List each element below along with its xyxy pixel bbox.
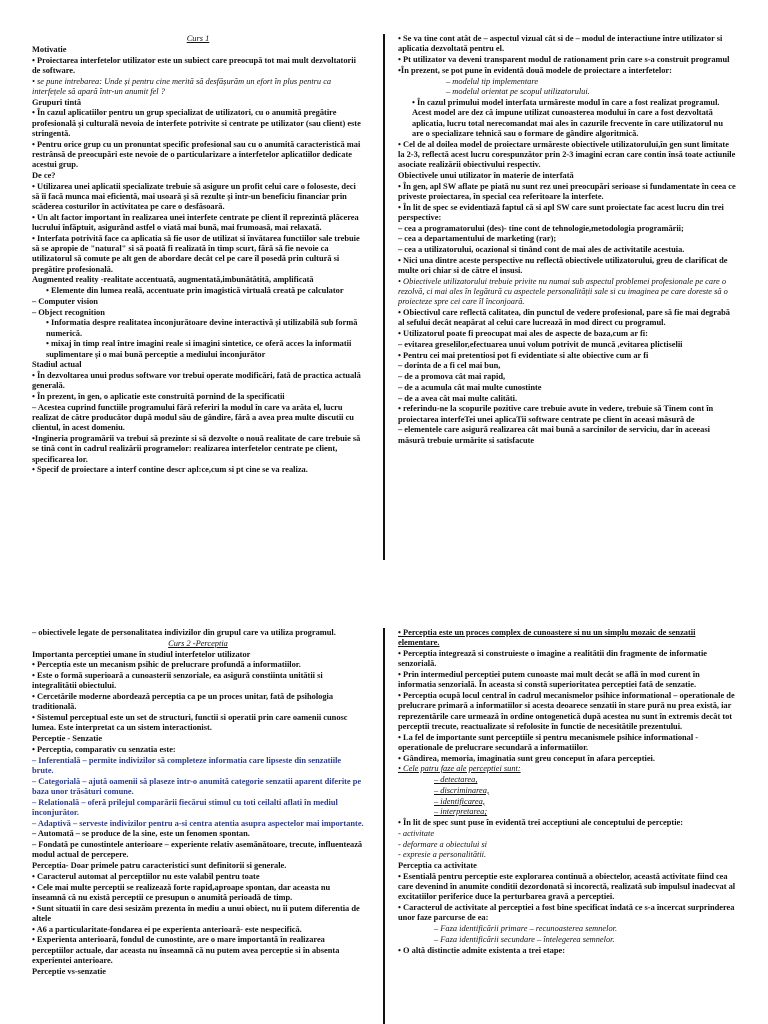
text-line: • Esentială pentru perceptie este explorarea continuă a obiectelor, această activitate fiind cea care devenind în anumite conditii dezordonată si incorectă, realizată sub impulsul inadecvat al excitatiilor periferice duce la perturbarea gravă a perceptiei. xyxy=(398,871,736,902)
text-line: • Pt utilizator va deveni transparent modul de rationament prin care s-a construit programul xyxy=(398,55,730,64)
text-line: • Nici una dintre aceste perspective nu reflectă obiectivele utilizatorului, greu de clarificat de multe ori chiar si de către el insusi. xyxy=(398,255,728,275)
text-line: • Un alt factor important în realizarea unei interfete centrate pe client îl reprezintă plăcerea lucrului înfăptuit, asigurând astfel o viată mai bună, mai frumoasă, mai relaxată. xyxy=(32,212,359,232)
text-line: – dorinta de a fi cel mai bun, xyxy=(398,361,501,371)
text-line: – discriminarea, xyxy=(434,785,490,795)
text-line: • Caracterul de activitate al perceptiei a fost bine specificat îndată ce s-a încercat surprinderea unor faze parcurse de ea: xyxy=(398,903,735,923)
text-line: • Pentru orice grup cu un pronuntat specific profesional sau cu o anumită caracteristică mai restrânsă de preocupări este nevoie de o particularizare a interfetelor aplicatiilor dedicate acestui grup. xyxy=(32,139,361,169)
text-line: • În cazul aplicatiilor pentru un grup specializat de utilizatori, cu o anumită pregătire profesională și culturală nevoia de interfete potrivite si centrate pe utilizator (sau client) este stringentă. xyxy=(32,108,361,138)
text-line: • Perceptia integrează si construieste o imagine a realitătii din fragmente de informatie senzorială. xyxy=(398,649,708,669)
text-line: • referindu-ne la scopurile pozitive care trebuie avute în vedere, trebuie să Tinem cont în proiectarea interfeTei unei aplicaTii software centrate pe client în aceasi măsură de xyxy=(398,404,714,424)
column-divider-bottom xyxy=(383,628,385,1024)
text-line: • Obiectivele utilizatorului trebuie privite nu numai sub aspectul problemei profesionale pe care o rezolvă, ci mai ales în legătură cu aspectele personalității sale si cu imaginea pe care doreste să o proiecteze spre cei care îl înconjoară. xyxy=(398,276,728,307)
text-line: – evitarea greselilor,efectuarea unui volum potrivit de muncă ,evitarea plictiselii xyxy=(398,339,683,349)
text-line: – de a avea cât mai multe calităti. xyxy=(398,393,518,403)
text-line: • În gen, apl SW aflate pe piată nu sunt rez unei preocupări serioase si fundamentate în ceea ce priveste proiectarea, în special cea referitoare la interfete. xyxy=(398,181,736,201)
text-line: • Pentru cei mai pretentiosi pot fi evidentiate si alte obiective cum ar fi xyxy=(398,350,649,360)
text-line: – interpretarea; xyxy=(434,807,488,817)
text-line: • În prezent, în gen, o aplicatie este construită pornind de la specificatii xyxy=(32,392,285,401)
text-line: • Perceptia, comparativ cu senzatia este: xyxy=(32,744,176,754)
page1-left-column xyxy=(32,34,364,564)
text-line: Augmented reality -realitate accentuată, augmentată,imbunătătită, amplificată xyxy=(32,275,314,285)
text-line: – Inferentială – permite indivizilor să completeze informatia care lipseste din senzatiile brute. xyxy=(32,755,342,775)
text-line: • Cele patru faze ale perceptiei sunt: xyxy=(398,764,521,774)
text-line: – Faza identificării secundare – întelegerea semnelor. xyxy=(434,934,615,944)
text-line: Importanta perceptiei umane în studiul interfetelor utilizator xyxy=(32,649,251,659)
text-line: • Utilizarea unei aplicatii specializate trebuie să asigure un profit celui care o foloseste, deci să îi facă munca mai eficientă, mai usoară și să rezulte și într-un beneficiu financiar prin scăderea costurilor în activitatea pe care o desfăsoară. xyxy=(32,181,356,211)
text-line: – Faza identificării primare – recunoasterea semnelor. xyxy=(434,924,618,933)
text-line: – cea a utilizatorului, ocazional si tinând cont de mai ales de activitatile acestuia. xyxy=(398,245,685,254)
text-line: - activitate xyxy=(398,828,435,838)
text-line: • Este o formă superioară a cunoasterii senzoriale, ea asigură constiinta unitătii si integralitătii obiectului. xyxy=(32,671,323,691)
text-line: Perceptia- Doar primele patru caracteristici sunt definitorii si generale. xyxy=(32,861,287,870)
text-line: – Acestea cuprind functiile programului fără referiri la modul în care va arăta el, lucru realizat de către producător după modul său de gândire, fără a avea prea multe discutii cu clientul, în acest domeniu. xyxy=(32,402,354,433)
text-line: • În lit de spec se evidentiază faptul că si apl SW care sunt proiectate fac acest lucru din trei perspective: xyxy=(398,202,724,222)
text-line: • Cel de al doilea model de proiectare urmăreste obiectivele utilizatorului,în gen sunt limitate la 2-3, reflectă acest lucru corespunzător prin 2-3 imagini ecran care contin însă toate actiunile asociate realizării obiectivului respectiv. xyxy=(398,139,736,169)
text-line: Perceptie vs-senzatie xyxy=(32,966,107,976)
text-line: – Object recognition xyxy=(32,307,105,317)
text-line: • Cele mai multe perceptii se realizează forte rapid,aproape spontan, dar aceasta nu înseamnă că nu există perceptii ce presupun o anumită perioadă de timp. xyxy=(32,882,331,902)
text-line: – cea a programatorului (des)- tine cont de tehnologie,metodologia programării; xyxy=(398,223,684,233)
text-line: •În prezent, se pot pune în evidentă două modele de proiectare a interfetelor: xyxy=(398,65,672,75)
text-line: Perceptia ca activitate xyxy=(398,861,477,870)
column-divider-top xyxy=(383,34,385,560)
text-line: • Perceptia ocupă locul central în cadrul mecanismelor psihice informational – operationale de prelucrare primară a informatiilor si acesta deoarece senzatii în stare pură nu prea există, iar reprezentările care urmează în ordine ontogenetică după acestea nu sunt în extremis decât tot perceptii trecute, reactualizate si refolosite în functie de necesitătile prezentului. xyxy=(398,691,735,731)
text-line: Obiectivele unui utilizator în materie de interfată xyxy=(398,170,574,180)
text-line: • Perceptia este un mecanism psihic de prelucrare profundă a informatiilor. xyxy=(32,660,301,670)
text-line: – Fondată pe cunostintele anterioare – experiente relativ asemănătoare, trecute, influentează modul actual de percepere. xyxy=(32,840,363,860)
text-line: • Se va tine cont atât de – aspectul vizual cât si de – modul de interactiune între utilizator si aplicatia dezvoltată pentru el. xyxy=(398,34,723,54)
text-line: – cea a departamentului de marketing (rar); xyxy=(398,234,557,244)
text-line: • se pune intrebarea: Unde și pentru cine merită să desfășurăm un efort în plus pentru ca interfețele să apară într-un anumit fel ? xyxy=(32,76,332,96)
text-line: • Perceptia este un proces complex de cunoastere si nu un simplu mozaic de senzatii elementare. xyxy=(398,628,696,648)
text-line: • Sunt situatii în care desi sesizăm prezenta în mediu a unui obiect, nu îi putem diferentia de altele xyxy=(32,903,360,923)
text-line: • Elemente din lumea reală, accentuate prin imagistică virtuală creată pe calculator xyxy=(46,286,344,295)
text-line: – de a promova cât mai rapid, xyxy=(398,372,506,381)
text-line: Grupuri tintă xyxy=(32,97,82,107)
text-line: – obiectivele legate de personalitatea indivizilor din grupul care va utiliza programul. xyxy=(32,628,336,637)
text-line: – de a acumula cât mai multe cunostinte xyxy=(398,382,542,392)
text-line: • Utilizatorul poate fi preocupat mai ales de aspecte de baza,cum ar fi: xyxy=(398,329,648,338)
text-line: – Computer vision xyxy=(32,296,98,306)
page2-right-column xyxy=(398,628,736,1024)
text-line: • Specif de proiectare a interf contine descr apl:ce,cum si pt cine se va realiza. xyxy=(32,465,308,475)
text-line: • La fel de importante sunt perceptiile si pentru mecanismele psihice informational - operationale de prelucrare secundară a informatiilor. xyxy=(398,732,699,752)
text-line: • O altă distinctie admite existenta a trei etape: xyxy=(398,945,565,955)
page2-left-column xyxy=(32,628,364,1024)
text-line: • Informatia despre realitatea înconjurătoare devine interactivă și utilizabilă sub formă numerică. xyxy=(46,318,358,338)
text-line: • Caracterul automat al perceptiilor nu este valabil pentru toate xyxy=(32,871,260,881)
text-line: De ce? xyxy=(32,170,56,180)
text-line: • Interfata potrivită face ca aplicatia să fie usor de utilizat si învătarea functiilor sale trebuie să se apropie de "natural" si să poată fi realizată în timp scurt, fără să fie nevoie ca utilizatorul să comute pe alt gen de abordare decât cel pe care îl posedă prin cultură si pregătire profesională. xyxy=(32,233,360,274)
text-line: Stadiul actual xyxy=(32,360,82,370)
text-line: • mixaj în timp real între imagini reale si imagini sintetice, ce oferă acces la informatii suplimentare și o mai bună perceptie a mediului înconjurător xyxy=(46,339,352,359)
text-line: Motivatie xyxy=(32,44,67,54)
text-line: • Sistemul perceptual este un set de structuri, functii si operatii prin care oamenii cunosc lumea. Este interpretat ca un sistem interactionist. xyxy=(32,713,348,733)
text-line: • Prin intermediul perceptiei putem cunoaste mai mult decât se află în mod curent în informatia senzorială. În aceasta si constă superioritatea perceptiei fată de senzatie. xyxy=(398,670,700,690)
text-line: – Relatională – oferă prilejul comparării fiecărui stimul cu toti ceilalti aflati în mediul înconjurător. xyxy=(32,797,338,817)
text-line: • Gândirea, memoria, imaginatia sunt greu conceput în afara perceptiei. xyxy=(398,753,655,763)
text-line: Perceptie - Senzatie xyxy=(32,734,103,743)
text-line: – Automată – se produce de la sine, este un fenomen spontan. xyxy=(32,829,250,839)
text-line: – identificarea, xyxy=(434,796,485,806)
text-line: • A6 a particularitate-fondarea ei pe experienta anterioară- este nespecifică. xyxy=(32,924,302,934)
text-line: – detectarea, xyxy=(434,775,478,784)
text-line: • În cazul primului model interfata urmăreste modul în care a fost realizat programul. Acest model are dez că impune utilizat cunoasterea modului în care a fost dezvoltată aplicatia, lucru total nerecomandat mai ales în cazurile frecvente în care utilizatorul nu are o specializare tehnică sau o formare de gândire algoritmică. xyxy=(412,98,723,138)
page1-right-column xyxy=(398,34,736,564)
text-line: – Adaptivă – serveste indivizilor pentru a-si centra atentia asupra aspectelor mai importante. xyxy=(32,818,364,828)
course-title: Curs 2 -Perceptia xyxy=(168,638,228,648)
course-title: Curs 1 xyxy=(186,34,210,43)
text-line: - deformare a obiectului si xyxy=(398,839,488,849)
text-line: – modelul orientat pe scopul utilizatorului. xyxy=(446,87,590,97)
text-line: • Proiectarea interfetelor utilizator este un subiect care preocupă tot mai mult dezvoltatorii de software. xyxy=(32,55,356,75)
text-line: • Experienta anterioară, fondul de cunostinte, are o mare importantă în realizarea perceptiilor actuale, dar aceasta nu înseamnă că nu putem avea perceptie si în absenta experientei anterioare. xyxy=(32,935,340,965)
text-line: – Categorială – ajută oamenii să plaseze într-o anumită categorie senzatii aparent diferite pe baza unor trăsături comune. xyxy=(32,776,362,796)
text-line: – modelul tip implementare xyxy=(446,76,539,86)
text-line: – elementele care asigură realizarea cât mai bună a sarcinilor de serviciu, dar în aceeasi măsură trebuie urmărite si satisfacute xyxy=(398,425,710,445)
text-line: • Obiectivul care reflectă calitatea, din punctul de vedere profesional, pare să fie mai degrabă al sefului decât neapărat al celui care lucrează în mod direct cu programul. xyxy=(398,308,730,328)
text-line: - expresie a personalitătii. xyxy=(398,850,487,860)
text-line: • În lit de spec sunt puse în evidentă trei acceptiuni ale conceptului de perceptie: xyxy=(398,818,684,827)
text-line: •Ingineria programării va trebui să prezinte si să dezvolte o nouă realitate de care trebuie să se tină cont în cadrul realizării programelor: realizarea interfetelor centrate pe client, specificarea lor. xyxy=(32,434,361,464)
text-line: • Cercetările moderne abordează perceptia ca pe un proces unitar, fată de psihologia traditională. xyxy=(32,692,334,712)
text-line: • În dezvoltarea unui produs software vor trebui operate modificări, fată de practica actuală generală. xyxy=(32,371,361,391)
